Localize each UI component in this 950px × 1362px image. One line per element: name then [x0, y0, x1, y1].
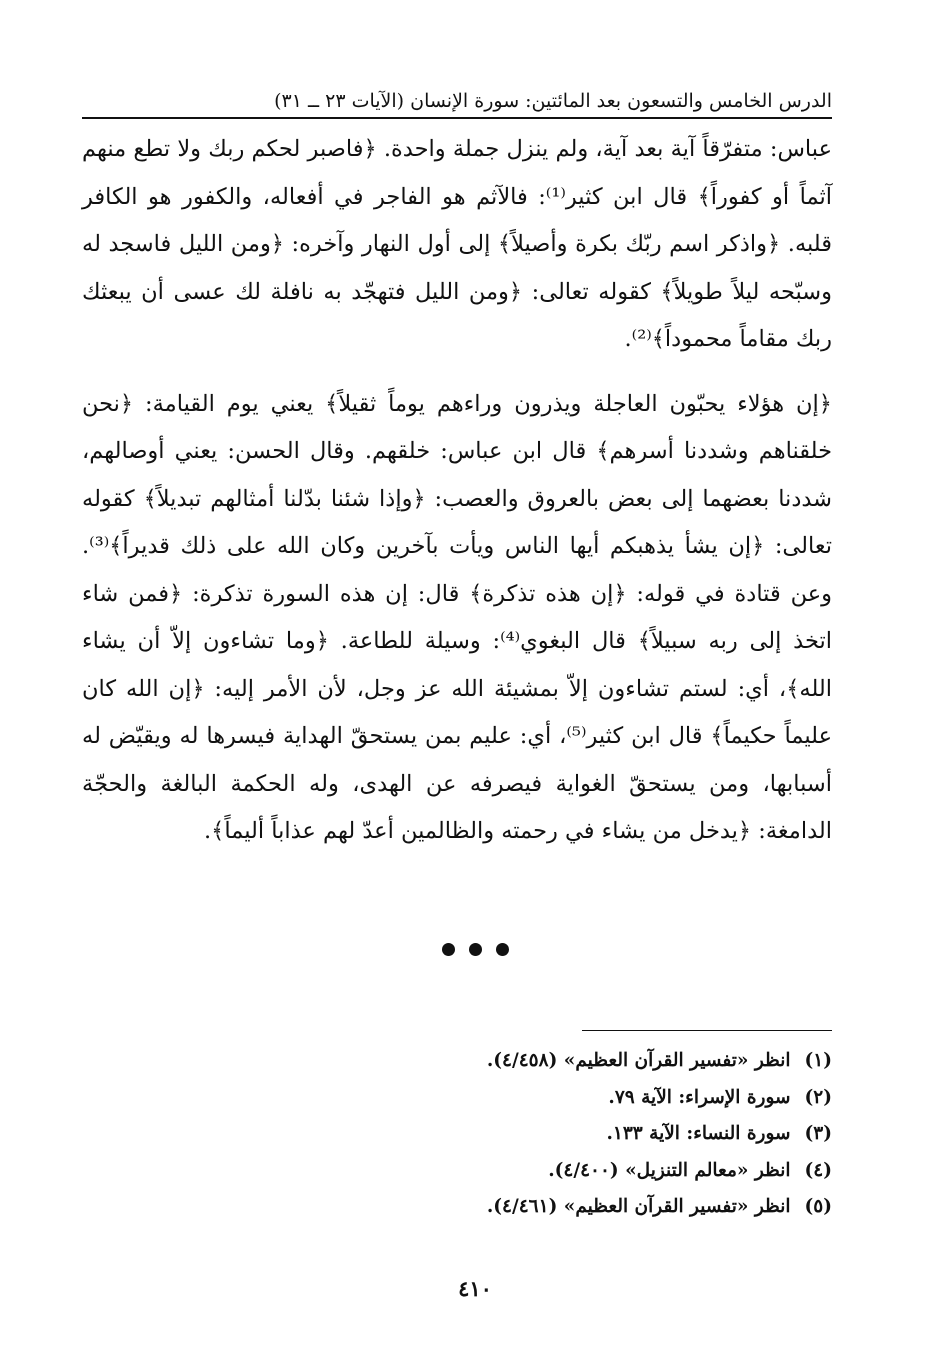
footnote-number: (١) — [804, 1050, 832, 1071]
footnote-1 — [380, 1043, 832, 1080]
footnote-2 — [380, 1080, 832, 1117]
footnotes — [380, 1043, 832, 1226]
section-separator — [0, 943, 950, 959]
footnote-5 — [380, 1189, 832, 1226]
header-divider — [82, 117, 832, 119]
page-number: ٤١٠ — [458, 1276, 492, 1301]
main-text — [82, 126, 832, 856]
footnote-4 — [380, 1153, 832, 1190]
running-header: الدرس الخامس والتسعون بعد المائتين: سورة الإنسان (الآيات ٢٣ ــ ٣١) — [274, 90, 832, 112]
paragraph-2: ﴿إن هؤلاء يحبّون العاجلة ويذرون وراءهم يوماً ثقيلاً﴾ يعني يوم القيامة: ﴿نحن خلقناهم وشددنا أسرهم﴾ قال ابن عباس: خلقهم. وقال الحسن: يعني أوصالهم، شددنا بعضهما إلى بعض بالعروق والعصب: ﴿وإذا شئنا بدّلنا أمثالهم تبديلاً﴾ كقوله تعالى: ﴿إن يشأ يذهبكم أيها الناس ويأت بآخرين وكان الله على ذلك قديراً﴾⁽³⁾. وعن قتادة في قوله: ﴿إن هذه تذكرة﴾ قال: إن هذه السورة تذكرة: ﴿فمن شاء اتخذ إلى ربه سبيلاً﴾ قال البغوي⁽⁴⁾: وسيلة للطاعة. ﴿وما تشاءون إلاّ أن يشاء الله﴾، أي: لستم تشاءون إلاّ بمشيئة الله عز وجل، لأن الأمر إليه: ﴿إن الله كان عليماً حكيماً﴾ قال ابن كثير⁽⁵⁾، أي: عليم بمن يستحقّ الهداية فيسرها له ويقيّض له أسبابها، ومن يستحقّ الغواية فيصرفه عن الهدى، وله الحكمة البالغة والحجّة الدامغة: ﴿يدخل من يشاء في رحمته والظالمين أعدّ لهم عذاباً أليماً﴾. — [82, 390, 832, 844]
separator-dot — [496, 943, 509, 956]
footnote-number: (٥) — [804, 1196, 832, 1217]
separator-dot — [469, 943, 482, 956]
footnote-number: (٣) — [804, 1123, 832, 1144]
footnote-text: سورة الإسراء: الآية ٧٩. — [608, 1086, 791, 1108]
separator-dot — [442, 943, 455, 956]
footnote-text: انظر «تفسير القرآن العظيم» (٤/٤٦١). — [486, 1196, 791, 1217]
footnote-3 — [380, 1116, 832, 1153]
footnote-text: سورة النساء: الآية ١٣٣. — [606, 1123, 791, 1144]
footnote-number: (٢) — [804, 1086, 832, 1108]
footnote-number: (٤) — [804, 1159, 832, 1181]
footnote-text: انظر «تفسير القرآن العظيم» (٤/٤٥٨). — [486, 1050, 791, 1071]
footnote-divider — [582, 1030, 832, 1031]
footnote-text: انظر «معالم التنزيل» (٤/٤٠٠). — [548, 1159, 791, 1181]
paragraph-1: عباس: متفرّقاً آية بعد آية، ولم ينزل جملة واحدة. ﴿فاصبر لحكم ربك ولا تطع منهم آثماً أو كفوراً﴾ قال ابن كثير⁽¹⁾: فالآثم هو الفاجر في أفعاله، والكفور هو الكافر قلبه. ﴿واذكر اسم ربّك بكرة وأصيلاً﴾ إلى أول النهار وآخره: ﴿ومن الليل فاسجد له وسبّحه ليلاً طويلاً﴾ كقوله تعالى: ﴿ومن الليل فتهجّد به نافلة لك عسى أن يبعثك ربك مقاماً محموداً﴾⁽²⁾. — [82, 136, 832, 352]
